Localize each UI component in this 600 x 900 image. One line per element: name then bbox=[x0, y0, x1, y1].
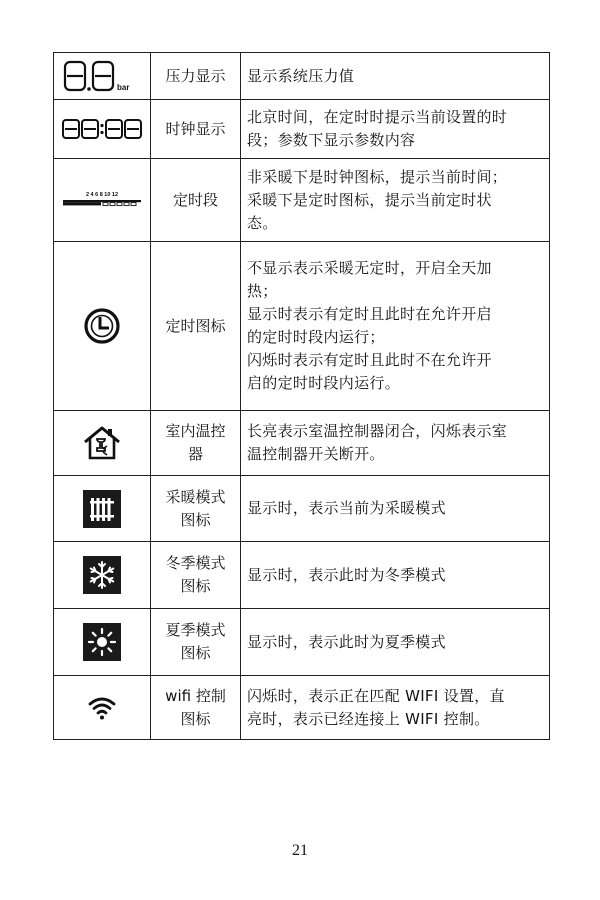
icon-cell bbox=[54, 476, 151, 542]
icon-cell bbox=[54, 542, 151, 609]
table-row bbox=[54, 411, 550, 476]
summer-mode-icon bbox=[83, 623, 121, 661]
timer-period-icon bbox=[59, 188, 145, 212]
icon-cell bbox=[54, 676, 151, 740]
row-name: 冬季模式 图标 bbox=[151, 542, 241, 609]
heating-mode-icon bbox=[83, 490, 121, 528]
pressure-segment-icon bbox=[59, 59, 145, 93]
row-description: 显示时，表示当前为采暖模式 bbox=[241, 476, 550, 542]
row-name: wifi 控制 图标 bbox=[151, 676, 241, 740]
row-description: 长亮表示室温控制器闭合，闪烁表示室 温控制器开关断开。 bbox=[241, 411, 550, 476]
icon-cell bbox=[54, 100, 151, 159]
table-row bbox=[54, 476, 550, 542]
row-name: 室内温控 器 bbox=[151, 411, 241, 476]
icon-cell bbox=[54, 159, 151, 242]
room-thermostat-icon bbox=[82, 425, 122, 461]
row-description: 北京时间，在定时时提示当前设置的时 段；参数下显示参数内容 bbox=[241, 100, 550, 159]
icon-cell bbox=[54, 242, 151, 411]
icon-cell bbox=[54, 609, 151, 676]
row-name: 压力显示 bbox=[151, 53, 241, 100]
table-row bbox=[54, 609, 550, 676]
row-name: 时钟显示 bbox=[151, 100, 241, 159]
row-description: 闪烁时，表示正在匹配 WIFI 设置，直 亮时，表示已经连接上 WIFI 控制。 bbox=[241, 676, 550, 740]
svg-text:bar: bar bbox=[117, 83, 130, 92]
table-row bbox=[54, 242, 550, 411]
page-number: 21 bbox=[292, 842, 308, 859]
row-description: 非采暖下是时钟图标，提示当前时间； 采暖下是定时图标，提示当前定时状 态。 bbox=[241, 159, 550, 242]
icon-cell bbox=[54, 411, 151, 476]
winter-mode-icon bbox=[83, 556, 121, 594]
row-description: 显示系统压力值 bbox=[241, 53, 550, 100]
table-row bbox=[54, 53, 550, 100]
clock-segment-icon bbox=[59, 117, 145, 141]
svg-text:2 4 6 8 10 12: 2 4 6 8 10 12 bbox=[85, 192, 119, 198]
table-row bbox=[54, 100, 550, 159]
wifi-icon bbox=[87, 695, 117, 721]
row-name: 定时段 bbox=[151, 159, 241, 242]
row-description: 显示时，表示此时为冬季模式 bbox=[241, 542, 550, 609]
timer-clock-icon bbox=[82, 306, 122, 346]
icon-description-table bbox=[53, 52, 550, 740]
row-name: 定时图标 bbox=[151, 242, 241, 411]
row-description: 不显示表示采暖无定时，开启全天加 热； 显示时表示有定时且此时在允许开启 的定时时段内运行； 闪烁时表示有定时且此时不在允许开 启的定时时段内运行。 bbox=[241, 242, 550, 411]
row-name: 夏季模式 图标 bbox=[151, 609, 241, 676]
icon-cell bbox=[54, 53, 151, 100]
table-row bbox=[54, 542, 550, 609]
row-name: 采暖模式 图标 bbox=[151, 476, 241, 542]
row-description: 显示时，表示此时为夏季模式 bbox=[241, 609, 550, 676]
table-row bbox=[54, 159, 550, 242]
table-row bbox=[54, 676, 550, 740]
